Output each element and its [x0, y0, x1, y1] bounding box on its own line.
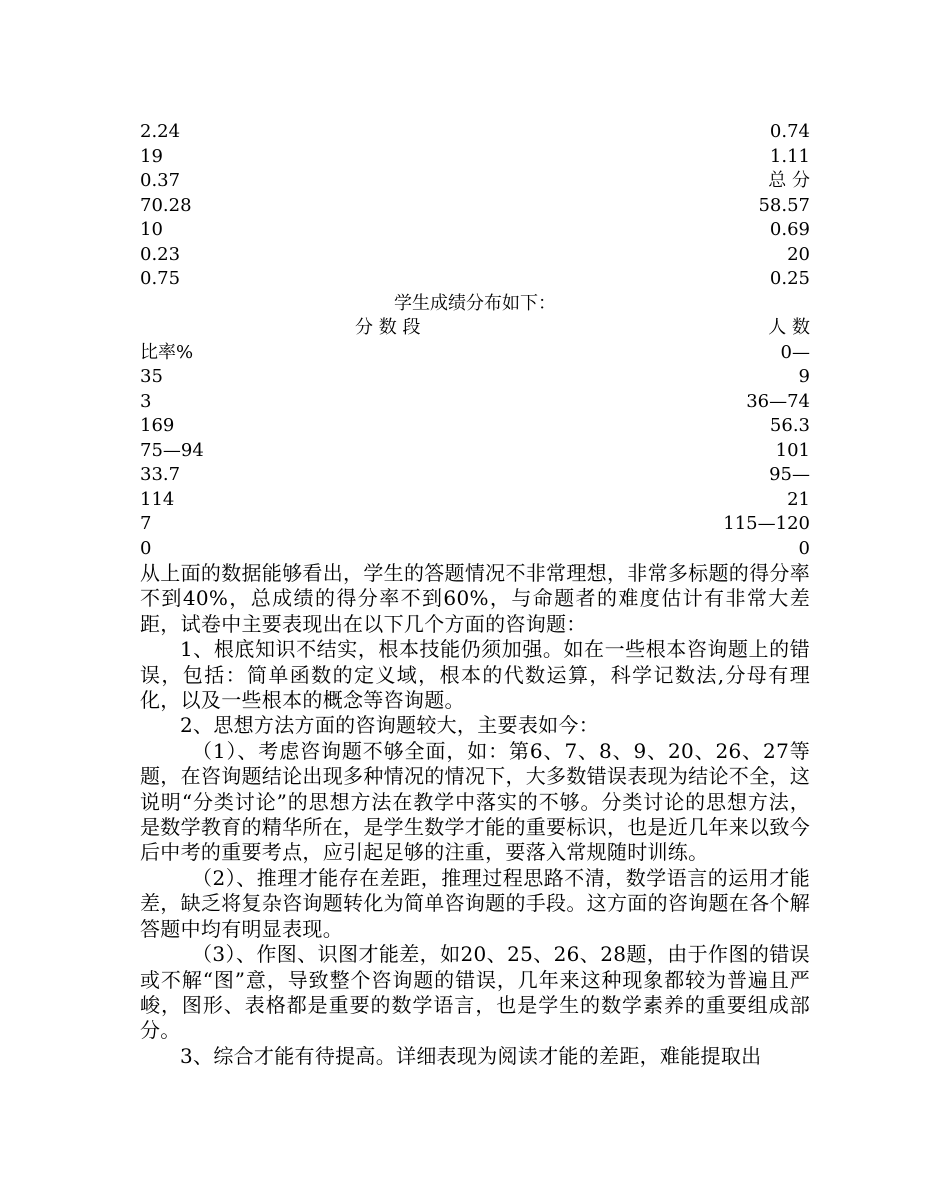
cell-left: 75—94	[140, 439, 204, 461]
document-page	[140, 120, 810, 1069]
paragraph-subpoint-2: （2）、推理才能存在差距，推理过程思路不清，数学语言的运用才能差，缺乏将复杂咨询题转化为简单咨询题的手段。这方面的咨询题在各个解答题中均有明显表现。	[140, 865, 810, 941]
table-row	[140, 463, 810, 488]
cell-right: 0.25	[769, 268, 810, 289]
cell-right: 101	[775, 439, 810, 461]
cell-right: 20	[787, 243, 810, 265]
paragraph-summary: 从上面的数据能够看出，学生的答题情况不非常理想，非常多标题的得分率不到40%，总成绩的得分率不到60%，与命题者的难度估计有非常大差距，试卷中主要表现出在以下几个方面的咨询题：	[140, 561, 810, 636]
table-row	[140, 218, 810, 243]
table-row	[140, 512, 810, 537]
cell-left: 10	[140, 219, 163, 240]
cell-left: 169	[140, 415, 175, 436]
table-row	[140, 243, 810, 268]
table-row	[140, 414, 810, 439]
cell-right: 0	[798, 537, 810, 559]
table-row	[140, 390, 810, 415]
distribution-header	[140, 316, 810, 341]
cell-left: 比率%	[140, 341, 194, 363]
paragraph-point-2: 2、思想方法方面的咨询题较大，主要表如今：	[180, 713, 600, 738]
table-row	[140, 537, 810, 562]
paragraph-subpoint-3: （3）、作图、识图才能差，如20、25、26、28题，由于作图的错误或不解“图”意，导致整个咨询题的错误，几年来这种现象都较为普遍且严峻，图形、表格都是重要的数学语言，也是学生的数学素养的重要组成部分。	[140, 942, 810, 1043]
paragraph-point-1: 1、根底知识不结实，根本技能仍须加强。如在一些根本咨询题上的错误，包括：简单函数的定义域，根本的代数运算，科学记数法,分母有理化，以及一些根本的概念等咨询题。	[140, 637, 810, 713]
cell-left: 7	[140, 513, 152, 534]
cell-left: 0.37	[140, 170, 181, 191]
cell-left: 35	[140, 366, 163, 387]
table-row	[140, 267, 810, 292]
header-count: 人 数	[768, 317, 810, 338]
cell-left: 3	[140, 390, 152, 412]
cell-right: 95—	[769, 464, 810, 485]
cell-right: 0—	[780, 341, 810, 363]
cell-right: 36—74	[746, 390, 810, 412]
table-row	[140, 120, 810, 145]
table-row	[140, 488, 810, 513]
cell-right: 0.74	[769, 121, 810, 142]
cell-right: 1.11	[769, 145, 810, 167]
cell-right: 21	[787, 488, 810, 510]
paragraph-point-3: 3、综合才能有待提高。详细表现为阅读才能的差距，难能提取出	[180, 1043, 762, 1068]
cell-right: 总 分	[768, 170, 810, 191]
cell-left: 2.24	[140, 121, 181, 142]
header-score-range: 分 数 段	[355, 317, 421, 338]
cell-left: 0	[140, 537, 152, 559]
cell-left: 70.28	[140, 194, 192, 216]
table-row	[140, 341, 810, 366]
cell-right: 115—120	[723, 513, 810, 534]
cell-left: 114	[140, 488, 175, 510]
cell-left: 33.7	[140, 464, 181, 485]
cell-right: 0.69	[769, 219, 810, 240]
distribution-title	[140, 292, 810, 317]
table-row	[140, 439, 810, 464]
cell-left: 0.75	[140, 268, 181, 289]
table-row	[140, 194, 810, 219]
table-row	[140, 169, 810, 194]
cell-left: 0.23	[140, 243, 181, 265]
paragraph-subpoint-1: （1）、考虑咨询题不够全面，如：第6、7、8、9、20、26、27等题，在咨询题结论出现多种情况的情况下，大多数错误表现为结论不全，这说明“分类讨论”的思想方法在教学中落实的不够。分类讨论的思想方法，是数学教育的精华所在，是学生数学才能的重要标识，也是近几年来以致今后中考的重要考点，应引起足够的注重，要落入常规随时训练。	[140, 738, 810, 865]
distribution-title-text: 学生成绩分布如下：	[394, 292, 556, 314]
table-row	[140, 365, 810, 390]
score-table-top	[140, 120, 810, 292]
distribution-table	[140, 341, 810, 562]
cell-left: 19	[140, 145, 163, 167]
cell-right: 58.57	[758, 194, 810, 216]
cell-right: 56.3	[769, 415, 810, 436]
table-row	[140, 145, 810, 170]
cell-right: 9	[798, 366, 810, 387]
